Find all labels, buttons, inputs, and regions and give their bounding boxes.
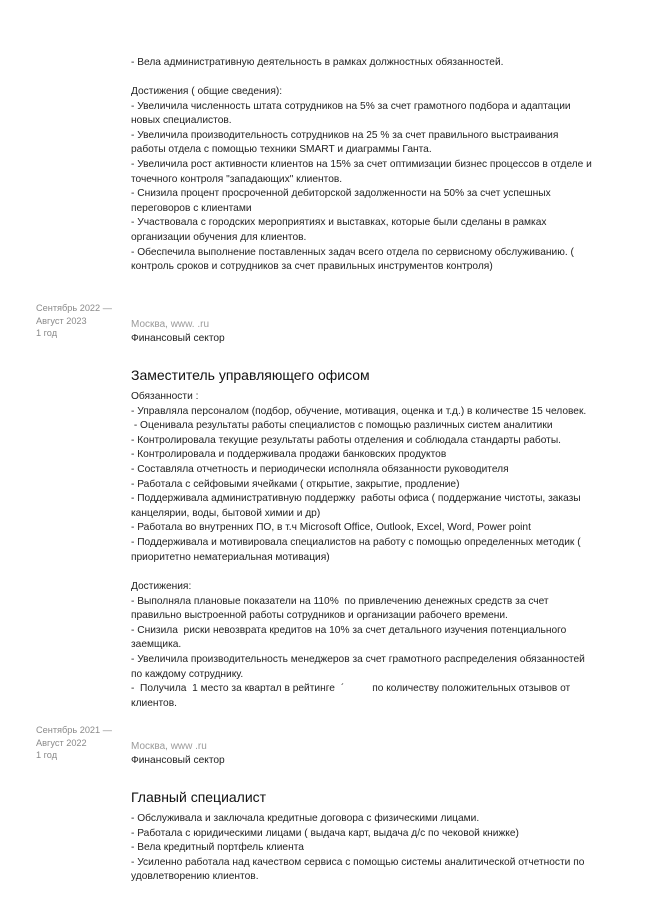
duties-heading: Обязанности :	[131, 391, 199, 402]
text-line: - Снизила процент просроченной дебиторской задолженности на 50% за счет успешных	[131, 188, 551, 200]
text-line: - Усиленно работала над качеством сервиса с помощью системы аналитической отчетности по	[131, 856, 585, 868]
text-line: приоритетно нематериальная мотивация)	[131, 551, 330, 563]
text-line: - Работала с юридическими лицами ( выдача карт, выдача д/с по чековой книжке)	[131, 827, 519, 839]
text-line: переговоров с клиентами	[131, 202, 252, 214]
text-line: - Работала с сейфовыми ячейками ( открытие, закрытие, продление)	[131, 478, 460, 490]
achievements-list	[131, 100, 631, 275]
text-line: - Поддерживала административную поддержку работы офиса ( поддержание чистоты, заказы	[131, 493, 581, 505]
text-line: - Управляла персоналом (подбор, обучение, мотивация, оценка и т.д.) в количестве 15 человек.	[131, 405, 587, 417]
text-line: - Получила 1 место за квартал в рейтинге ˊ по количеству положительных отзывов от	[131, 683, 571, 695]
text-line: - Контролировала текущие результаты работы отделения и соблюдала стандарты работы.	[131, 434, 562, 446]
text-line: клиентов.	[131, 697, 177, 709]
job-period: Сентябрь 2021 — Август 2022 1 год	[36, 725, 112, 761]
text-line: контроль сроков и сотрудников за счет правильных инструментов контроля)	[131, 261, 493, 273]
achievements-section-1	[131, 85, 631, 275]
text-line: - Оценивала результаты работы специалистов с помощью различных систем аналитики	[131, 420, 553, 432]
job-sector: Финансовый сектор	[131, 333, 225, 344]
job-title: Заместитель управляющего офисом	[131, 367, 370, 383]
text-line: - Обслуживала и заключала кредитные договора с физическими лицами.	[131, 813, 480, 824]
text-line: правильно выстроенной работы сотрудников и организации рабочего времени.	[131, 610, 508, 622]
duty-line: - Вела административную деятельность в рамках должностных обязанностей.	[131, 57, 504, 68]
text-line: по каждому сотруднику.	[131, 668, 244, 680]
text-line: - Выполняла плановые показатели на 110% по привлечению денежных средств за счет	[131, 595, 549, 607]
text-line: - Участвовала с городских мероприятиях и выставках, которые были сделаны в рамках	[131, 217, 547, 229]
duties-section	[131, 812, 631, 885]
text-line: - Вела кредитный портфель клиента	[131, 842, 304, 854]
job-title: Главный специалист	[131, 789, 267, 805]
job-location: Москва, www. .ru	[131, 319, 210, 330]
text-line: - Контролировала и поддерживала продажи банковских продуктов	[131, 449, 447, 461]
text-line: - Снизила риски невозврата кредитов на 10% за счет детального изучения потенциального	[131, 624, 567, 636]
text-line: - Составляла отчетность и периодически исполняла обязанности руководителя	[131, 463, 509, 475]
text-line: точечного контроля "западающих" клиентов.	[131, 173, 343, 185]
achievements-list	[131, 595, 631, 712]
text-line: - Увеличила численность штата сотрудников на 5% за счет грамотного подбора и адаптации	[131, 100, 571, 112]
text-line: удовлетворению клиентов.	[131, 871, 259, 883]
achievements-heading: Достижения ( общие сведения):	[131, 86, 283, 97]
text-line: - Работала во внутренних ПО, в т.ч Microsoft Office, Outlook, Excel, Word, Power point	[131, 522, 531, 534]
duties-list	[131, 405, 631, 566]
achievements-section-2	[131, 580, 631, 711]
duties-section	[131, 390, 631, 565]
job-location: Москва, www .ru	[131, 741, 207, 752]
text-line: - Увеличила рост активности клиентов на 15% за счет оптимизации бизнес процессов в отделе и	[131, 158, 592, 170]
text-line: - Поддерживала и мотивировала специалистов на работу с помощью определенных методик (	[131, 536, 581, 548]
achievements-heading: Достижения:	[131, 581, 192, 592]
job-period: Сентябрь 2022 — Август 2023 1 год	[36, 303, 112, 339]
text-line: - Увеличила производительность сотрудников на 25 % за счет правильного выстраивания	[131, 129, 559, 141]
job-sector: Финансовый сектор	[131, 755, 225, 766]
text-line: новых специалистов.	[131, 115, 232, 127]
text-line: организации обучения для клиентов.	[131, 231, 307, 243]
text-line: канцелярии, воды, бытовой химии и др)	[131, 507, 321, 519]
text-line: - Увеличила производительность менеджеров за счет грамотного распределения обязанностей	[131, 653, 585, 665]
text-line: - Обеспечила выполнение поставленных задач всего отдела по сервисному обслуживанию. (	[131, 246, 574, 258]
text-line: заемщика.	[131, 639, 182, 651]
text-line: работы отдела с помощью техники SMART и диаграммы Ганта.	[131, 144, 432, 156]
duties-list	[131, 812, 631, 885]
